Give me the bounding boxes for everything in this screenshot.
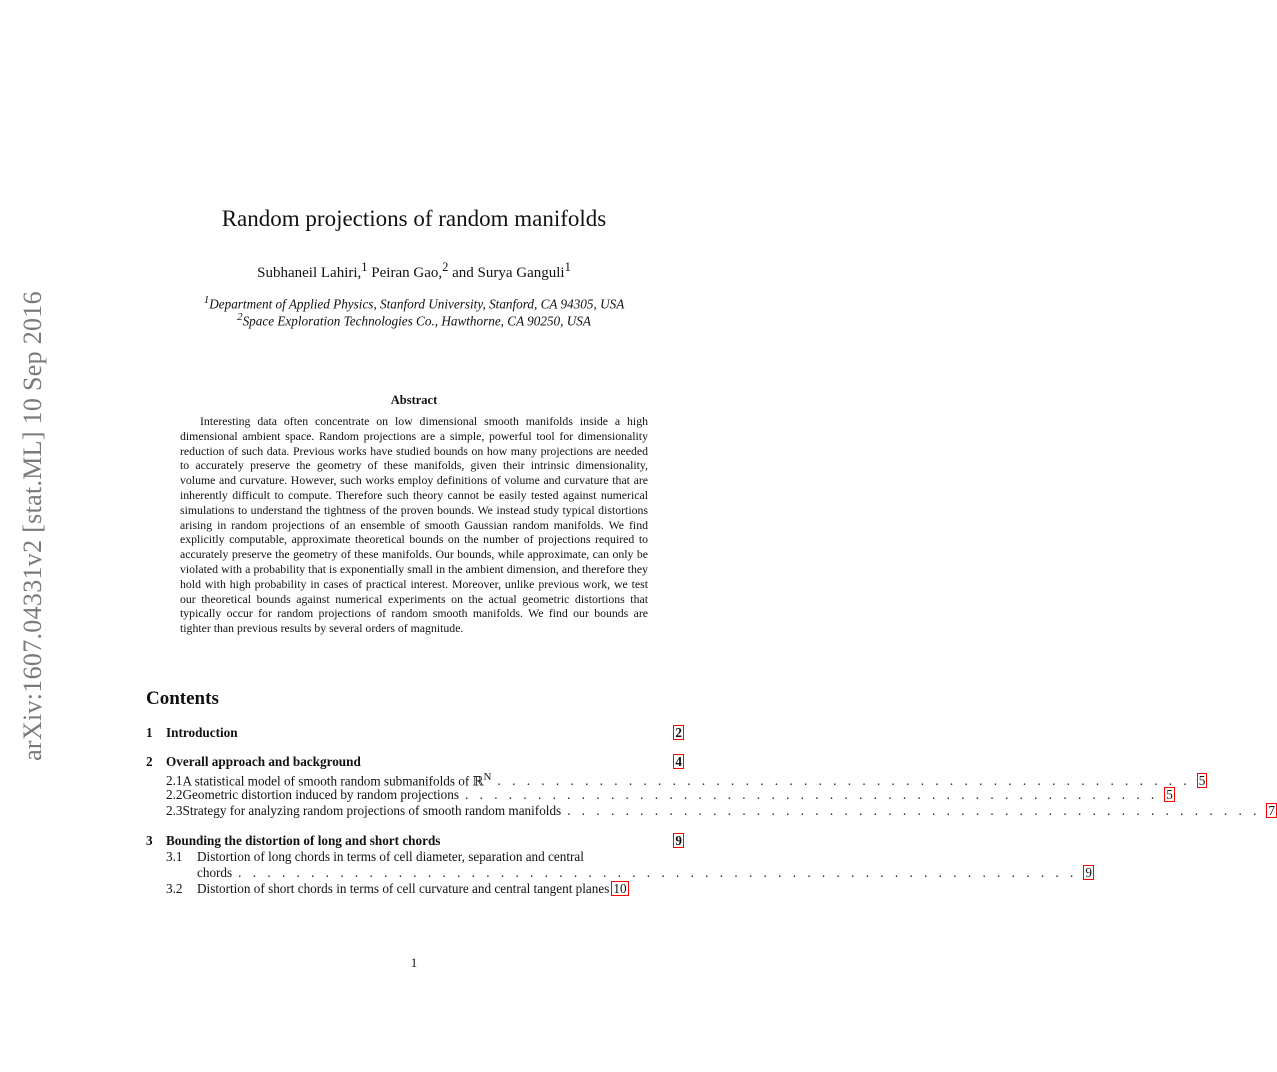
toc-subsection-title: Geometric distortion induced by random projections bbox=[182, 787, 459, 802]
toc-subsection[interactable] bbox=[146, 787, 1173, 803]
toc-subsection-number: 2.3 bbox=[166, 803, 183, 818]
toc-section-title: Introduction bbox=[166, 725, 238, 740]
dimension-superscript: N bbox=[483, 771, 492, 783]
affiliation-mark: 2 bbox=[237, 311, 243, 323]
affiliation-text: Department of Applied Physics, Stanford University, Stanford, CA 94305, USA bbox=[209, 296, 625, 312]
arxiv-identifier: arXiv:1607.04331v2 [stat.ML] 10 Sep 2016 bbox=[18, 291, 47, 761]
toc-section-number: 1 bbox=[146, 725, 153, 740]
toc-section[interactable] bbox=[146, 833, 684, 849]
author-list bbox=[0, 260, 828, 282]
toc-subsection[interactable] bbox=[146, 849, 684, 865]
toc-section-number: 3 bbox=[146, 833, 153, 848]
toc-leader-dots: . . . . . . . . . . . . . . . . . . . . . . . . . . . . . . . . . . . . . . . . . . . . . . . . . . . . . . . . . . bbox=[238, 865, 1078, 880]
toc-page-link[interactable]: 10 bbox=[613, 881, 627, 896]
toc-page-link[interactable]: 5 bbox=[1166, 787, 1173, 802]
toc-subsection[interactable] bbox=[146, 771, 1206, 789]
toc-subsection-title: Distortion of long chords in terms of cell diameter, separation and central bbox=[197, 849, 584, 864]
toc-section[interactable] bbox=[146, 725, 684, 741]
toc-subsection-continuation[interactable] bbox=[146, 865, 1092, 881]
arxiv-sidebar bbox=[10, 276, 56, 776]
toc-leader-dots: . . . . . . . . . . . . . . . . . . . . . . . . . . . . . . . . . . . . . . . . . . . . . . . . bbox=[567, 803, 1261, 818]
toc-leader-dots: . . . . . . . . . . . . . . . . . . . . . . . . . . . . . . . . . . . . . . . . . . . . . . . . bbox=[465, 787, 1159, 802]
toc-subsection[interactable] bbox=[146, 881, 684, 897]
toc-subsection-number: 3.1 bbox=[166, 849, 183, 864]
toc-section-number: 2 bbox=[146, 754, 153, 769]
toc-leader-dots: . . . . . . . . . . . . . . . . . . . . . . . . . . . . . . . . . . . . . . . . . . . . . . . . bbox=[497, 773, 1191, 789]
affiliation-text: Space Exploration Technologies Co., Hawthorne, CA 90250, USA bbox=[242, 313, 591, 329]
author-name: Peiran Gao, bbox=[371, 265, 443, 281]
toc-section[interactable] bbox=[146, 754, 684, 770]
toc-page-link[interactable]: 4 bbox=[675, 754, 682, 769]
toc-subsection-number: 3.2 bbox=[166, 881, 183, 896]
abstract-body: Interesting data often concentrate on low dimensional smooth manifolds inside a high dimensional ambient space. Random projections are a simple, powerful tool for dimensionality reduction of such data. Previous works have studied bounds on how many projections are needed to accurately preserve the geometry of these manifolds, given their intrinsic dimensionality, volume and curvature. However, such works employ definitions of volume and curvature that are inherently difficult to compute. Therefore such theory cannot be easily tested against numerical simulations to understand the tightness of the proven bounds. We instead study typical distortions arising in random projections of an ensemble of smooth Gaussian random manifolds. We find explicitly computable, approximate theoretical bounds on the number of projections required to accurately preserve the geometry of these manifolds. Our bounds, while approximate, can only be violated with a probability that is exponentially small in the ambient dimension, and therefore they hold with high probability in cases of practical interest. Moreover, unlike previous work, we test our theoretical bounds against numerical experiments on the actual geometric distortions that typically occur for random projections of random smooth manifolds. We find our bounds are tighter than previous results by several orders of magnitude. bbox=[180, 414, 648, 636]
author-name: and Surya Ganguli bbox=[452, 265, 565, 281]
contents-heading: Contents bbox=[146, 688, 219, 709]
author-name: Subhaneil Lahiri, bbox=[257, 265, 362, 281]
affiliation bbox=[0, 294, 828, 312]
author-affiliation-mark: 1 bbox=[564, 260, 571, 274]
toc-subsection-title: A statistical model of smooth random submanifolds of ℝ$^N$ bbox=[182, 771, 492, 789]
toc-subsection-number: 2.1 bbox=[166, 773, 183, 789]
toc-page-link[interactable]: 9 bbox=[1085, 865, 1092, 880]
toc-section-title: Overall approach and background bbox=[166, 754, 361, 769]
toc-page-link[interactable]: 7 bbox=[1268, 803, 1275, 818]
abstract-heading: Abstract bbox=[390, 393, 438, 407]
affiliation bbox=[0, 311, 828, 329]
affiliation-mark: 1 bbox=[203, 294, 210, 306]
toc-page-link[interactable]: 5 bbox=[1198, 773, 1206, 789]
toc-page-link[interactable]: 9 bbox=[675, 833, 682, 848]
toc-subsection-title: Strategy for analyzing random projections of smooth random manifolds bbox=[182, 803, 562, 818]
author-affiliation-mark: 1 bbox=[361, 260, 368, 274]
author-affiliation-mark: 2 bbox=[442, 260, 449, 274]
page-number: 1 bbox=[410, 955, 418, 970]
paper-title: Random projections of random manifolds bbox=[221, 206, 607, 231]
toc-subsection-number: 2.2 bbox=[166, 787, 183, 802]
toc-section-title: Bounding the distortion of long and short chords bbox=[166, 833, 441, 848]
toc-subsection-title-continued: chords bbox=[197, 865, 233, 880]
toc-subsection[interactable] bbox=[146, 803, 1275, 819]
toc-subsection-title: Distortion of short chords in terms of cell curvature and central tangent planes bbox=[197, 881, 610, 896]
toc-page-link[interactable]: 2 bbox=[675, 725, 682, 740]
